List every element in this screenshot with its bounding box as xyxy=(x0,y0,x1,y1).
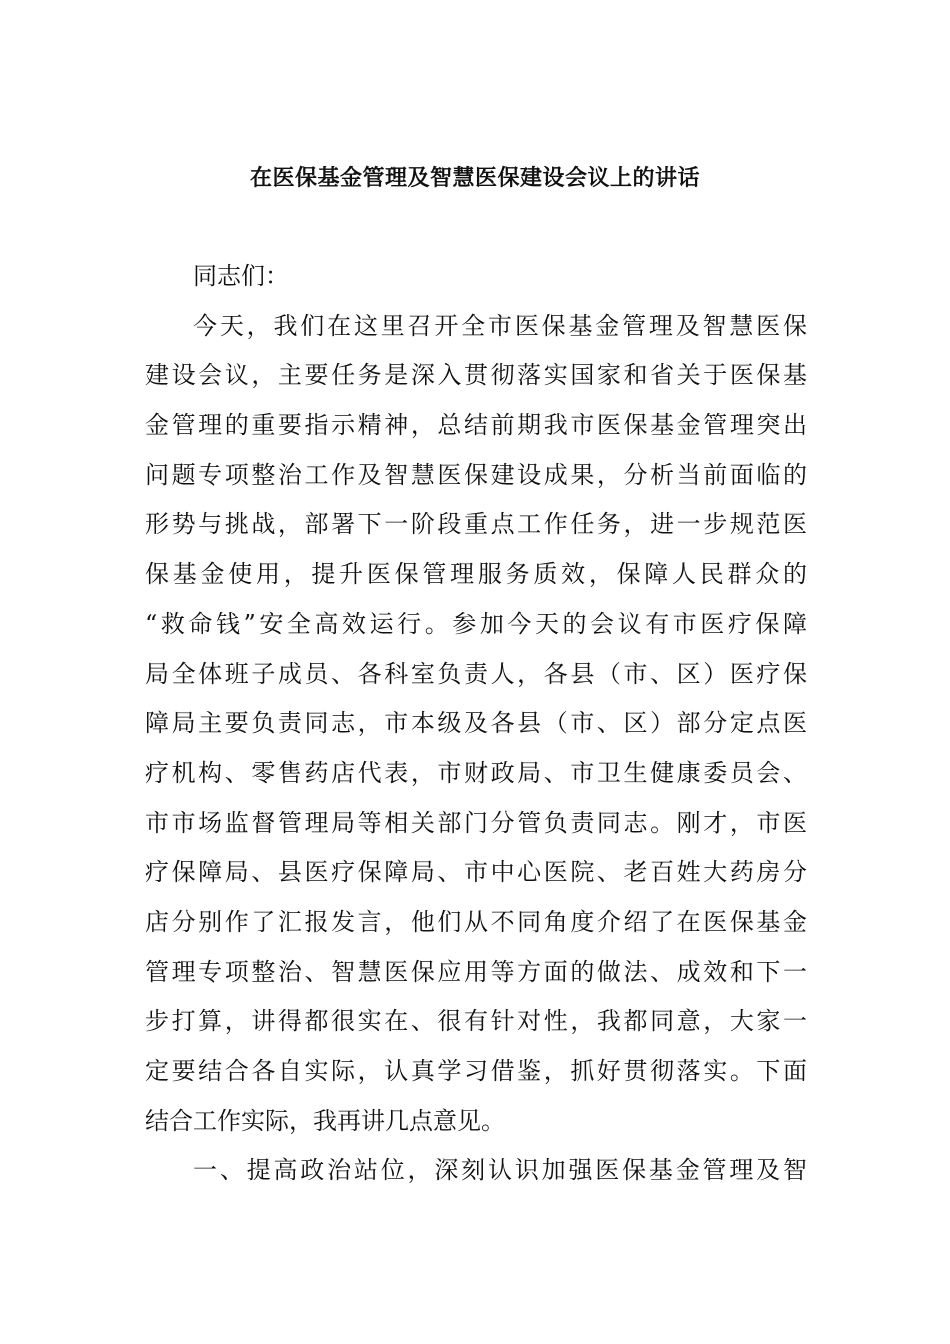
paragraph-line: 形势与挑战，部署下一阶段重点工作任务，进一步规范医 xyxy=(145,510,807,539)
paragraph-line: 建设会议，主要任务是深入贯彻落实国家和省关于医保基 xyxy=(145,361,807,390)
document-body xyxy=(145,252,807,1196)
paragraph-line: 问题专项整治工作及智慧医保建设成果，分析当前面临的 xyxy=(145,460,807,489)
paragraph-line: 局全体班子成员、各科室负责人，各县（市、区）医疗保 xyxy=(145,659,807,688)
paragraph-line: 疗机构、零售药店代表，市财政局、市卫生健康委员会、 xyxy=(145,758,807,787)
section-heading-line: 一、提高政治站位，深刻认识加强医保基金管理及智 xyxy=(193,1156,807,1185)
paragraph-line: 步打算，讲得都很实在、很有针对性，我都同意，大家一 xyxy=(145,1007,807,1036)
paragraph-line: 结合工作实际，我再讲几点意见。 xyxy=(145,1106,505,1135)
paragraph-line: 定要结合各自实际，认真学习借鉴，抓好贯彻落实。下面 xyxy=(145,1057,807,1085)
paragraph-line: 金管理的重要指示精神，总结前期我市医保基金管理突出 xyxy=(145,411,807,440)
paragraph-line: 障局主要负责同志，市本级及各县（市、区）部分定点医 xyxy=(145,709,807,738)
paragraph-line: 管理专项整治、智慧医保应用等方面的做法、成效和下一 xyxy=(145,957,807,986)
paragraph-line: 疗保障局、县医疗保障局、市中心医院、老百姓大药房分 xyxy=(145,858,807,887)
paragraph-line: 店分别作了汇报发言，他们从不同角度介绍了在医保基金 xyxy=(145,907,807,936)
paragraph-line: 保基金使用，提升医保管理服务质效，保障人民群众的 xyxy=(145,560,807,589)
paragraph-line: “救命钱”安全高效运行。参加今天的会议有市医疗保障 xyxy=(145,609,807,638)
document-title: 在医保基金管理及智慧医保建设会议上的讲话 xyxy=(249,165,700,191)
paragraph-line: 今天，我们在这里召开全市医保基金管理及智慧医保 xyxy=(193,311,807,340)
salutation-line: 同志们： xyxy=(193,262,289,290)
paragraph-line: 市市场监督管理局等相关部门分管负责同志。刚才，市医 xyxy=(145,808,807,837)
